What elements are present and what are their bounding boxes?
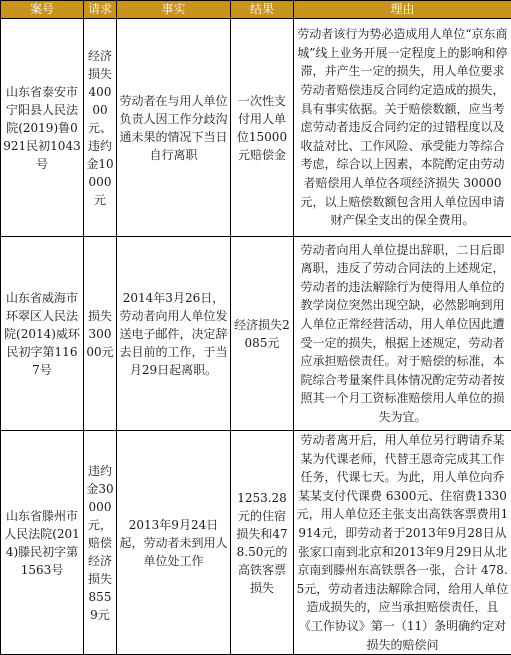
claim-cell: 经济损失40000元、违约金10000元 — [84, 19, 117, 237]
fact-cell: 2013年9月24日起，劳动者未到用人单位处工作 — [117, 431, 231, 655]
table-row — [1, 431, 511, 655]
claim-cell: 违约金30000元，赔偿经济损失8559元 — [84, 431, 117, 655]
fact-cell: 劳动者在与用人单位负责人因工作分歧沟通未果的情况下当日自行离职 — [117, 19, 231, 237]
claim-cell: 损失30000元 — [84, 237, 117, 431]
result-cell: 经济损失2085元 — [231, 237, 294, 431]
header-case-no: 案号 — [1, 1, 84, 19]
case-no-cell: 山东省滕州市人民法院(2014)滕民初字第1563号 — [1, 431, 84, 655]
header-claim: 请求 — [84, 1, 117, 19]
header-fact: 事实 — [117, 1, 231, 19]
header-row — [1, 1, 511, 19]
result-cell: 一次性支付用人单位15000元赔偿金 — [231, 19, 294, 237]
case-no-cell: 山东省泰安市宁阳县人民法院(2019)鲁0921民初1043号 — [1, 19, 84, 237]
table-row — [1, 237, 511, 431]
header-reason: 理由 — [294, 1, 511, 19]
reason-cell: 劳动者离开后，用人单位另行聘请乔某某为代课老师，代替王恩奇完成其工作任务，代课七天。为此，用人单位向乔某某支付代课费 6300元、住宿费1330元，用人单位还主张支出高铁客票费用1914元，即劳动者于2013年9月28日从张家口南到北京和2013年9月29日从北京南到滕州东高铁票各一张，合计 478.5元，劳动者违法解除合同，给用人单位造成损失的，应当承担赔偿责任，且《工作协议》第一（11）条明确约定对损失的赔偿问 — [294, 431, 511, 655]
case-no-cell: 山东省威海市环翠区人民法院(2014)威环民初字第1167号 — [1, 237, 84, 431]
fact-cell: 2014年3月26日，劳动者向用人单位发送电子邮件，决定辞去目前的工作，于当月29日起离职。 — [117, 237, 231, 431]
reason-cell: 劳动者该行为势必造成用人单位“京东商城”线上业务开展一定程度上的影响和停滞，并产生一定的损失，用人单位要求劳动者赔偿违反合同约定造成的损失，具有事实依据。关于赔偿数额，应当考虑劳动者违反合同约定的过错程度以及收益对比、工作风险、承受能力等综合考虑，综合以上因素，本院酌定由劳动者赔偿用人单位各项经济损失 30000元，以上赔偿数额包含用人单位因申请财产保全支出的保全费用。 — [294, 19, 511, 237]
header-result: 结果 — [231, 1, 294, 19]
reason-cell: 劳动者向用人单位提出辞职，二日后即离职，违反了劳动合同法的上述规定，劳动者的违法解除行为使得用人单位的教学岗位突然出现空缺，必然影响到用人单位正常经营活动，用人单位因此遭受一定的损失，根据上述规定，劳动者应承担赔偿责任。对于赔偿的标准，本院综合考量案件具体情况酌定劳动者按照其一个月工资标准赔偿用人单位的损失为宜。 — [294, 237, 511, 431]
result-cell: 1253.28元的住宿损失和478.50元的高铁客票损失 — [231, 431, 294, 655]
table-row — [1, 19, 511, 237]
